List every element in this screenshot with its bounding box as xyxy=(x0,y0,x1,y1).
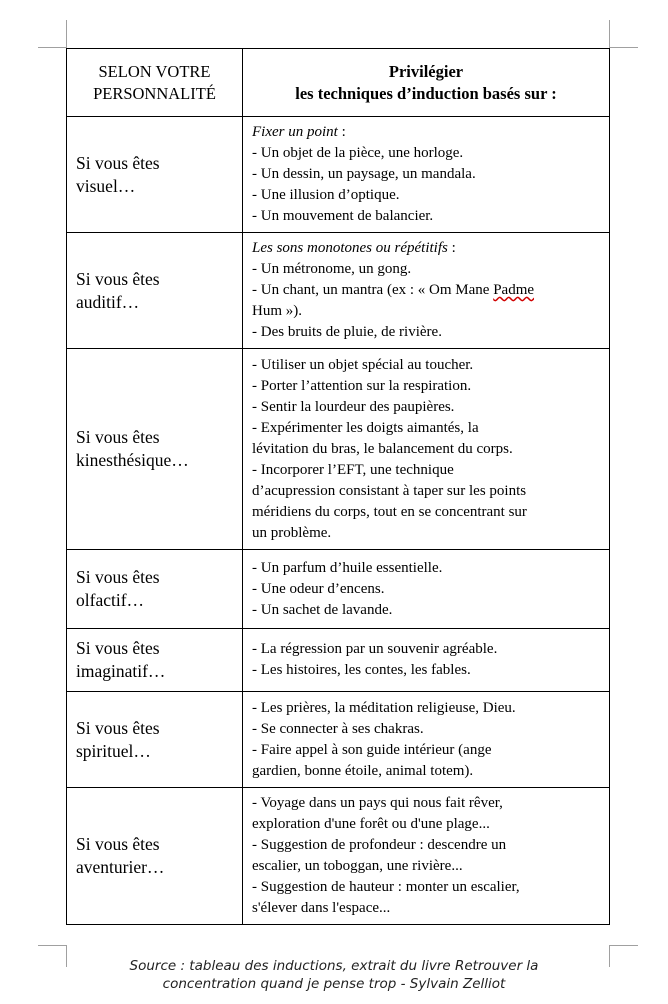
technique-item: - Un mouvement de balancier. xyxy=(252,208,434,224)
personality-cell xyxy=(67,349,243,550)
header-col2-line2: les techniques d’induction basés sur : xyxy=(295,83,557,103)
spellcheck-flagged-word: Padme xyxy=(493,282,535,298)
technique-intro xyxy=(252,238,601,259)
personality-line2: imaginatif… xyxy=(76,661,166,681)
table-row-imaginatif xyxy=(67,629,610,692)
technique-item: Hum »). xyxy=(252,303,302,319)
technique-column-header xyxy=(243,49,610,117)
technique-cell xyxy=(243,550,610,629)
technique-intro-suffix: : xyxy=(447,240,456,256)
technique-item: - Un sachet de lavande. xyxy=(252,601,393,618)
personality-cell xyxy=(67,629,243,692)
technique-item: exploration d'une forêt ou d'une plage... xyxy=(252,816,490,832)
technique-item: - Des bruits de pluie, de rivière. xyxy=(252,324,442,340)
technique-intro-label: Les sons monotones ou répétitifs xyxy=(252,240,448,256)
personality-line2: olfactif… xyxy=(76,590,145,610)
crop-mark-top-right-vertical xyxy=(609,20,610,48)
personality-column-header xyxy=(67,49,243,117)
technique-item: - Un métronome, un gong. xyxy=(252,261,412,277)
technique-item: - Incorporer l’EFT, une technique xyxy=(252,461,454,478)
personality-cell xyxy=(67,233,243,349)
technique-cell xyxy=(243,349,610,550)
technique-item: - Voyage dans un pays qui nous fait rêver, xyxy=(252,795,503,811)
table-row-olfactif xyxy=(67,550,610,629)
induction-table xyxy=(66,48,610,925)
technique-item: - Suggestion de profondeur : descendre un xyxy=(252,837,507,853)
technique-item: - Les histoires, les contes, les fables. xyxy=(252,662,471,678)
personality-line2: spirituel… xyxy=(76,740,151,761)
crop-mark-bottom-left-horizontal xyxy=(38,945,66,946)
technique-item: - Les prières, la méditation religieuse, Dieu. xyxy=(252,699,516,716)
technique-intro-suffix: : xyxy=(337,124,346,140)
personality-line2: auditif… xyxy=(76,291,140,312)
header-col2-line1: Privilégier xyxy=(388,61,464,81)
personality-cell xyxy=(67,788,243,925)
personality-cell xyxy=(67,692,243,788)
header-col1-line2: PERSONNALITÉ xyxy=(93,83,216,103)
technique-intro xyxy=(252,122,601,143)
technique-item-with-spellcheck xyxy=(252,280,601,301)
technique-item: méridiens du corps, tout en se concentrant sur xyxy=(252,503,527,520)
personality-line2: kinesthésique… xyxy=(76,450,189,470)
table-row-kinesthesique xyxy=(67,349,610,550)
technique-cell xyxy=(243,692,610,788)
technique-item: - Une illusion d’optique. xyxy=(252,187,400,203)
technique-item: - Utiliser un objet spécial au toucher. xyxy=(252,356,474,373)
technique-item: - Une odeur d’encens. xyxy=(252,580,385,597)
personality-line1: Si vous êtes xyxy=(76,268,160,289)
source-caption xyxy=(0,957,668,993)
technique-item: un problème. xyxy=(252,524,332,541)
technique-item: gardien, bonne étoile, animal totem). xyxy=(252,762,474,779)
personality-line2: visuel… xyxy=(76,175,136,196)
crop-mark-bottom-right-horizontal xyxy=(610,945,638,946)
technique-item: - Sentir la lourdeur des paupières. xyxy=(252,398,455,415)
technique-item: - Expérimenter les doigts aimantés, la xyxy=(252,419,479,436)
table-row-auditif xyxy=(67,233,610,349)
technique-item: - Un dessin, un paysage, un mandala. xyxy=(252,166,476,182)
technique-item: escalier, un toboggan, une rivière... xyxy=(252,858,463,874)
crop-mark-top-right-horizontal xyxy=(610,47,638,48)
technique-item: s'élever dans l'espace... xyxy=(252,900,391,916)
table-row-visuel xyxy=(67,117,610,233)
technique-item: - Un objet de la pièce, une horloge. xyxy=(252,145,464,161)
personality-line1: Si vous êtes xyxy=(76,152,160,173)
technique-item: - Un parfum d’huile essentielle. xyxy=(252,559,443,576)
personality-line1: Si vous êtes xyxy=(76,567,160,587)
header-row xyxy=(67,49,610,117)
technique-item: lévitation du bras, le balancement du corps. xyxy=(252,440,513,457)
personality-line2: aventurier… xyxy=(76,857,165,877)
personality-line1: Si vous êtes xyxy=(76,638,160,658)
technique-intro-label: Fixer un point xyxy=(252,124,338,140)
personality-line1: Si vous êtes xyxy=(76,717,160,738)
table-row-spirituel xyxy=(67,692,610,788)
technique-item: - La régression par un souvenir agréable. xyxy=(252,641,498,657)
technique-cell xyxy=(243,788,610,925)
technique-item: d’acupression consistant à taper sur les points xyxy=(252,482,527,499)
technique-item: - Faire appel à son guide intérieur (ange xyxy=(252,741,492,758)
header-col1-line1: SELON VOTRE xyxy=(98,61,211,81)
personality-line1: Si vous êtes xyxy=(76,427,160,447)
table-row-aventurier xyxy=(67,788,610,925)
personality-cell xyxy=(67,550,243,629)
technique-item-text: - Un chant, un mantra (ex : « Om Mane xyxy=(252,282,494,298)
technique-item: - Se connecter à ses chakras. xyxy=(252,720,424,737)
personality-cell xyxy=(67,117,243,233)
source-caption-line1: Source : tableau des inductions, extrait du livre Retrouver la xyxy=(129,958,539,974)
technique-cell xyxy=(243,233,610,349)
crop-mark-top-left-horizontal xyxy=(38,47,66,48)
technique-cell xyxy=(243,629,610,692)
source-caption-line2: concentration quand je pense trop - Sylvain Zelliot xyxy=(162,976,506,992)
technique-item: - Porter l’attention sur la respiration. xyxy=(252,377,472,394)
technique-item: - Suggestion de hauteur : monter un escalier, xyxy=(252,879,520,895)
personality-line1: Si vous êtes xyxy=(76,834,160,854)
technique-cell xyxy=(243,117,610,233)
crop-mark-top-left-vertical xyxy=(66,20,67,48)
